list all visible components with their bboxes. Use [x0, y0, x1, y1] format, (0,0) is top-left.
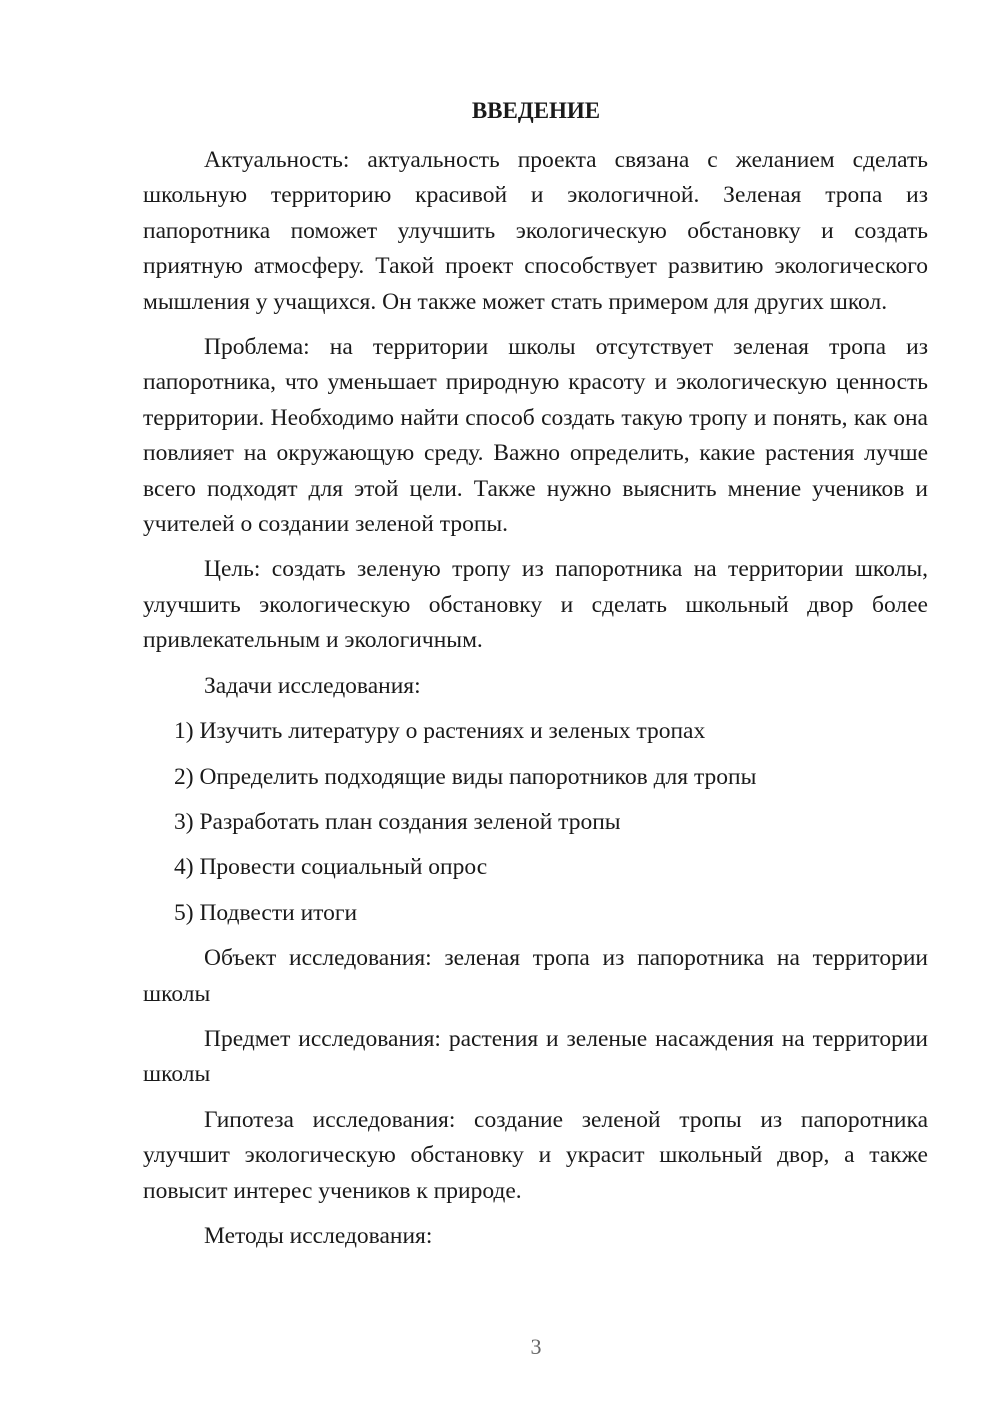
task-item: 4) Провести социальный опрос	[174, 854, 488, 881]
subject-paragraph: Предмет исследования: растения и зеленые насаждения на территории школы	[143, 1025, 928, 1088]
task-item: 1) Изучить литературу о растениях и зеленых тропах	[174, 718, 706, 745]
object-paragraph: Объект исследования: зеленая тропа из папоротника на территории школы	[143, 945, 928, 1007]
relevance-paragraph: Актуальность: актуальность проекта связана с желанием сделать школьную территорию красивой и экологичной. Зеленая тропа из папоротника поможет улучшить экологическую обстановку и создать приятную атмосферу. Такой проект способствует развитию экологического мышления у учащихся. Он также может стать примером для других школ.	[143, 147, 928, 315]
methods-heading: Методы исследования:	[204, 1222, 433, 1249]
page-number: 3	[530, 1334, 542, 1359]
problem-paragraph: Проблема: на территории школы отсутствует зеленая тропа из папоротника, что уменьшает природную красоту и экологическую ценность территории. Необходимо найти способ создать такую тропу и понять, как она повлияет на окружающую среду. Важно определить, какие растения лучше всего подходят для этой цели. Также нужно выяснить мнение учеников и учителей о создании зеленой тропы.	[143, 334, 928, 538]
task-item: 3) Разработать план создания зеленой тропы	[174, 808, 621, 835]
goal-paragraph: Цель: создать зеленую тропу из папоротника на территории школы, улучшить экологическую обстановку и сделать школьный двор более привлекательным и экологичным.	[143, 556, 928, 654]
task-item: 5) Подвести итоги	[174, 899, 358, 926]
page-title: ВВЕДЕНИЕ	[471, 98, 601, 123]
tasks-list	[143, 714, 928, 931]
task-item: 2) Определить подходящие виды папоротников для тропы	[174, 763, 757, 790]
tasks-heading: Задачи исследования:	[204, 672, 421, 699]
hypothesis-paragraph: Гипотеза исследования: создание зеленой тропы из папоротника улучшит экологическую обстановку и украсит школьный двор, а также повысит интерес учеников к природе.	[143, 1106, 928, 1204]
document-body	[143, 143, 928, 1264]
